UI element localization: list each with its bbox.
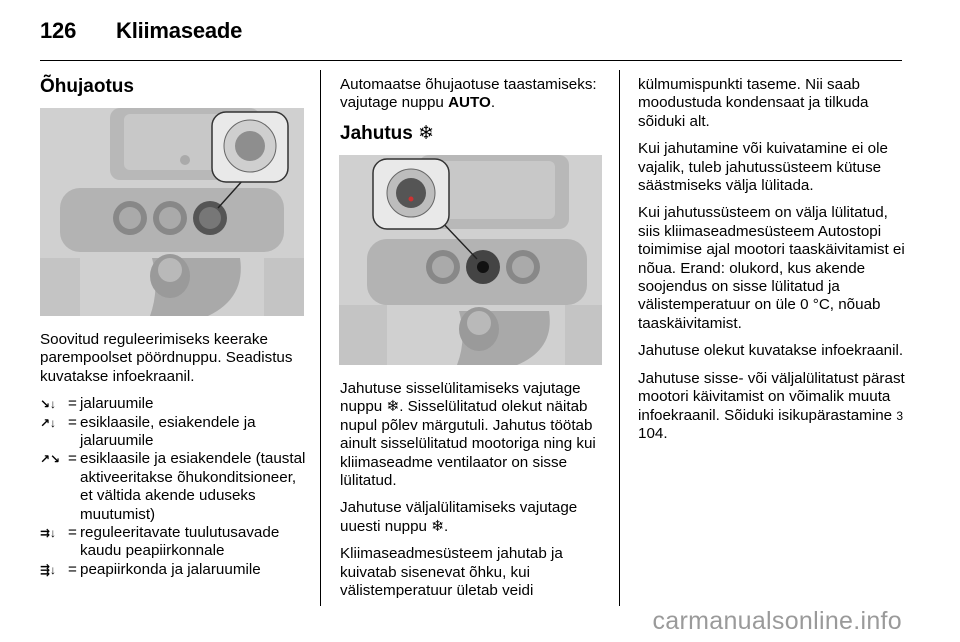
column-1 — [40, 78, 306, 96]
snowflake-icon: ❄ — [431, 517, 444, 535]
foot-vent-icon: ↘↓ — [40, 397, 57, 412]
para-autostop: Kui jahutussüsteem on välja lülitatud, siis kliimaseadmesüsteem Autostopi toimimise ajal mootori taaskäivitamist ei nõua. Erand: olukord, kus akende soojendus on sisse lülitatud ja välistemperatuur on üle 0 °C, nõuab taaskäivitamist. — [638, 204, 905, 332]
photo-air-distribution-knob — [40, 108, 304, 316]
para-status-display: Jahutuse olekut kuvatakse infoekraanil. — [638, 342, 904, 360]
windshield-foot-vent-icon: ↗↓ — [40, 415, 57, 430]
para-personalisation: Jahutuse sisse- või väljalülitatust pärast mootori käivitamist on võimalik muuta infoekraanil. Sõiduki isikupärastamine 3 104. — [638, 369, 905, 442]
para-rotary-knob: Soovitud reguleerimiseks keerake parempoolset pöördnuppu. Seadistus kuvatakse infoekraanil. — [40, 331, 293, 385]
list-item: ⇶↓ = peapiirkonda ja jalaruumile — [40, 560, 261, 578]
para-cooling-on: Jahutuse sisselülitamiseks vajutage nuppu ❄. Sisselülitatud olekut näitab nupul põlev märgutuli. Jahutus töötab ainult sisselülitatud mootoriga ning kui kliimaseadme ventilaator on sisse lülitatud. — [340, 380, 596, 490]
page-ref-arrow-icon: 3 — [896, 408, 904, 423]
para-fuel-saving: Kui jahutamine või kuivatamine ei ole vajalik, tuleb jahutussüsteem kütuse säästmiseks välja lülitada. — [638, 140, 888, 195]
page-header — [40, 18, 242, 44]
list-item: ↗↓ = esiklaasile, esiakendele ja jalaruumile — [40, 413, 256, 450]
section-heading-cooling: Jahutus ❄ — [340, 122, 435, 144]
head-foot-vent-icon: ⇶↓ — [40, 562, 57, 577]
auto-button-label: AUTO — [448, 94, 491, 112]
snowflake-icon: ❄ — [386, 398, 400, 416]
column-2 — [340, 76, 606, 143]
windshield-foot-ac-icon: ↗↘ — [40, 452, 61, 467]
column-3 — [638, 76, 906, 452]
para-condensate: külmumispunkti taseme. Nii saab moodustuda kondensaat ja tilkuda sõiduki alt. — [638, 76, 869, 130]
page-number: 126 — [40, 18, 77, 43]
para-auto-restore: Automaatse õhujaotuse taastamiseks: vajutage nuppu AUTO. — [340, 76, 597, 112]
column-divider-2 — [619, 70, 620, 606]
para-cooling-dries: Kliimaseadmesüsteem jahutab ja kuivatab sisenevat õhku, kui välistemperatuur ületab veidi — [340, 545, 563, 600]
air-distribution-list — [40, 395, 308, 579]
watermark: carmanualsonline.info — [652, 607, 902, 635]
page-reference-link[interactable]: 104. — [638, 424, 668, 442]
column-1-body — [40, 331, 308, 579]
list-item: ↘↓ = jalaruumile — [40, 395, 154, 413]
list-item: ⇉↓ = reguleeritavate tuulutusavade kaudu peapiirkonnale — [40, 524, 280, 560]
column-divider-1 — [320, 70, 321, 606]
head-vent-icon: ⇉↓ — [40, 526, 57, 541]
photo-cooling-button — [339, 155, 602, 365]
header-rule — [40, 60, 902, 61]
column-2-body — [340, 380, 606, 609]
para-cooling-off: Jahutuse väljalülitamiseks vajutage uuesti nuppu ❄. — [340, 499, 578, 535]
snowflake-icon: ❄ — [418, 122, 435, 144]
list-item: ↗↘ = esiklaasile ja esiakendele (taustal aktiveeritakse õhukonditsioneer, et vältida akende uduseks muutumist) — [40, 450, 306, 523]
chapter-title: Kliimaseade — [116, 18, 243, 43]
section-heading-air-distribution: Õhujaotus — [40, 76, 134, 97]
